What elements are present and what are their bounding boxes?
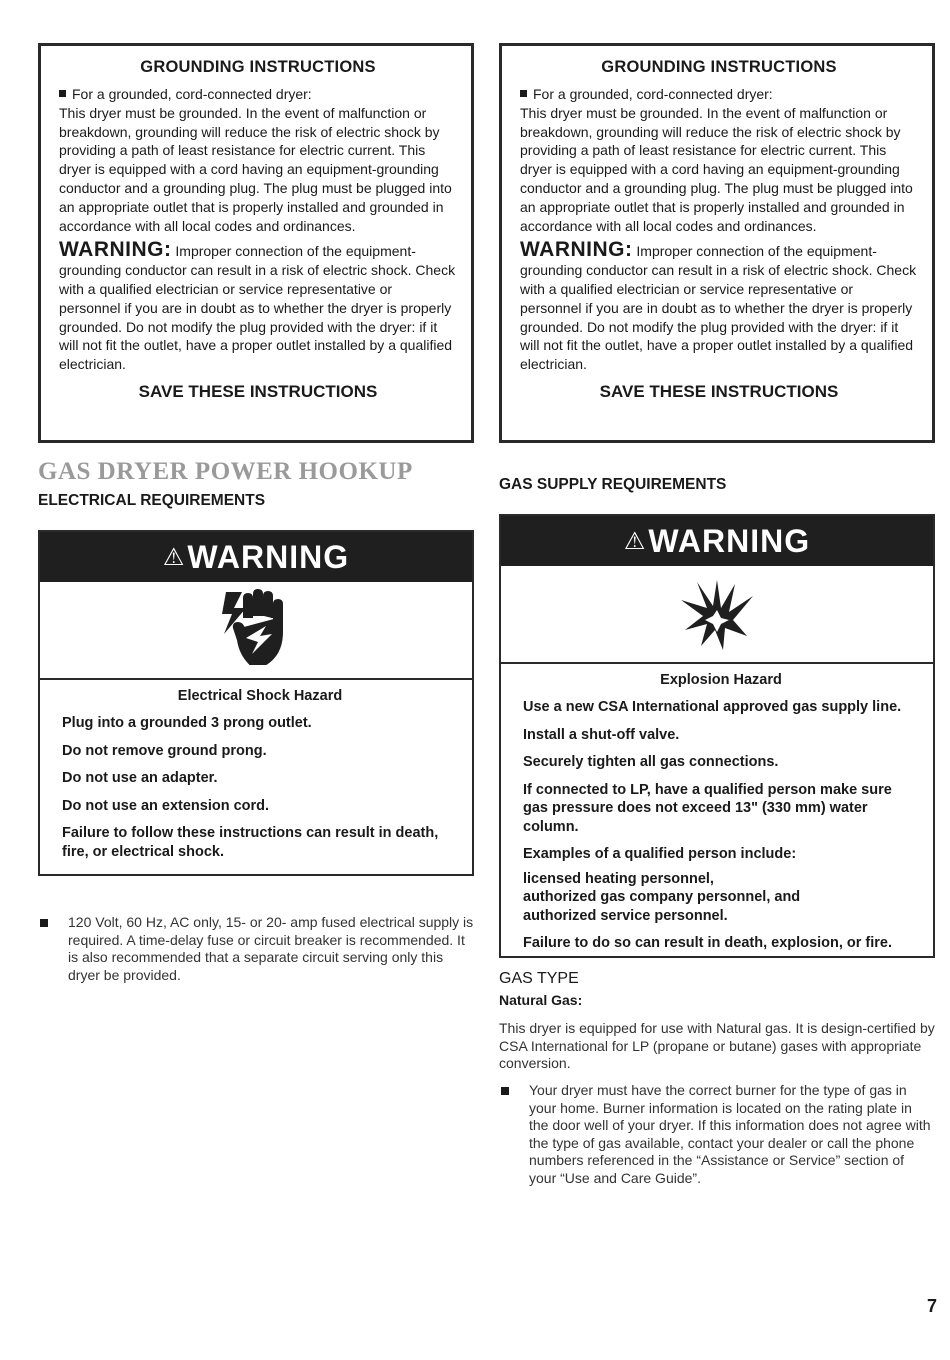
- warning-line: Do not use an extension cord.: [62, 797, 270, 814]
- grounding-instructions-box-left: [38, 43, 474, 443]
- gas-type-paragraph: This dryer is equipped for use with Natural gas. It is design-certified by CSA International for LP (propane or butane) gases with appropriate conversion.: [499, 1020, 935, 1071]
- bullet-square-icon: [40, 919, 48, 927]
- section-title: GAS DRYER POWER HOOKUP: [38, 458, 413, 485]
- grounding-instructions-box-right: [499, 43, 935, 443]
- warning-triangle-icon: ⚠: [623, 527, 647, 555]
- warning-line: authorized gas company personnel, and: [523, 889, 801, 905]
- warning-triangle-icon: ⚠: [162, 543, 186, 571]
- grounding-bullet: For a grounded, cord-connected dryer:: [533, 86, 773, 102]
- grounding-title: GROUNDING INSTRUCTIONS: [140, 58, 376, 76]
- explosion-warning-box: [499, 514, 935, 958]
- hazard-title: Electrical Shock Hazard: [177, 688, 343, 704]
- warning-text: Improper connection of the equipment-grounding conductor can result in a risk of electric shock. Check with a qualified electrician or service representative or personnel if you are in doubt as to whether the dryer is properly grounded. Do not modify the plug provided with the dryer: if it will not fit the outlet, have a proper outlet installed by a qualified electrician.: [520, 243, 917, 373]
- warning-line: If connected to LP, have a qualified person make sure gas pressure does not exceed 13" (330 mm) water column.: [523, 781, 892, 835]
- grounding-body: This dryer must be grounded. In the event of malfunction or breakdown, grounding will reduce the risk of electric shock by providing a path of least resistance for electric current. This dryer is equipped with a cord having an equipment-grounding conductor and a grounding plug. The plug must be plugged into an appropriate outlet that is properly installed and grounded in accordance with all local codes and ordinances.: [59, 104, 452, 234]
- electrical-shock-icon: [40, 582, 472, 680]
- warning-text: Improper connection of the equipment-grounding conductor can result in a risk of electric shock. Check with a qualified electrician or service representative or personnel if you are in doubt as to whether the dryer is properly grounded. Do not modify the plug provided with the dryer: if it will not fit the outlet, have a proper outlet installed by a qualified electrician.: [59, 243, 456, 373]
- warning-word: WARNING:: [520, 238, 633, 262]
- warning-line: Do not remove ground prong.: [62, 742, 267, 759]
- list-item: Your dryer must have the correct burner for the type of gas in your home. Burner information is located on the rating plate in the door well of your dryer. If this information does not agree with the type of gas available, contact your dealer or call the phone numbers referenced in the “Assistance or Service” section of your “Use and Care Guide”.: [499, 1082, 935, 1187]
- electrical-warning-box: [38, 530, 474, 876]
- grounding-bullet: For a grounded, cord-connected dryer:: [72, 86, 312, 102]
- gas-type-heading: GAS TYPE: [499, 970, 579, 987]
- bullet-square-icon: [520, 90, 527, 97]
- warning-line: authorized service personnel.: [523, 907, 728, 924]
- list-item: 120 Volt, 60 Hz, AC only, 15- or 20- amp fused electrical supply is required. A time-delay fuse or circuit breaker is recommended. It is also recommended that a separate circuit serving only this dryer be provided.: [38, 914, 474, 984]
- hazard-title: Explosion Hazard: [660, 672, 782, 688]
- grounding-title: GROUNDING INSTRUCTIONS: [601, 58, 837, 76]
- warning-line: Plug into a grounded 3 prong outlet.: [62, 715, 312, 731]
- warning-band: [40, 532, 472, 582]
- warning-line: Securely tighten all gas connections.: [523, 754, 779, 770]
- warning-line: licensed heating personnel,: [523, 870, 714, 887]
- warning-band: [501, 516, 933, 566]
- grounding-body: This dryer must be grounded. In the event of malfunction or breakdown, grounding will reduce the risk of electric shock by providing a path of least resistance for electric current. This dryer is equipped with a cord having an equipment-grounding conductor and a grounding plug. The plug must be plugged into an appropriate outlet that is properly installed and grounded in accordance with all local codes and ordinances.: [520, 104, 913, 234]
- warning-label: WARNING: [648, 522, 811, 559]
- warning-line: Examples of a qualified person include:: [523, 846, 797, 862]
- save-instructions: SAVE THESE INSTRUCTIONS: [138, 381, 378, 401]
- warning-line: Do not use an adapter.: [62, 770, 218, 786]
- save-instructions: SAVE THESE INSTRUCTIONS: [599, 381, 839, 401]
- warning-line: Use a new CSA International approved gas supply line.: [523, 699, 902, 715]
- electrical-bullet-list: [38, 914, 474, 984]
- warning-line: Failure to follow these instructions can result in death, fire, or electrical shock.: [62, 825, 439, 860]
- warning-word: WARNING:: [59, 238, 172, 262]
- bullet-square-icon: [59, 90, 66, 97]
- natural-gas-label: Natural Gas:: [499, 992, 583, 1008]
- explosion-icon: [501, 566, 933, 664]
- electrical-requirements-heading: ELECTRICAL REQUIREMENTS: [38, 492, 266, 509]
- page-number: 7: [927, 1296, 938, 1316]
- warning-label: WARNING: [187, 538, 350, 575]
- gas-supply-requirements-heading: GAS SUPPLY REQUIREMENTS: [499, 476, 727, 493]
- warning-line: Failure to do so can result in death, explosion, or fire.: [523, 935, 893, 951]
- gas-bullet-list: [499, 1082, 935, 1187]
- bullet-square-icon: [501, 1087, 509, 1095]
- warning-line: Install a shut-off valve.: [523, 726, 680, 743]
